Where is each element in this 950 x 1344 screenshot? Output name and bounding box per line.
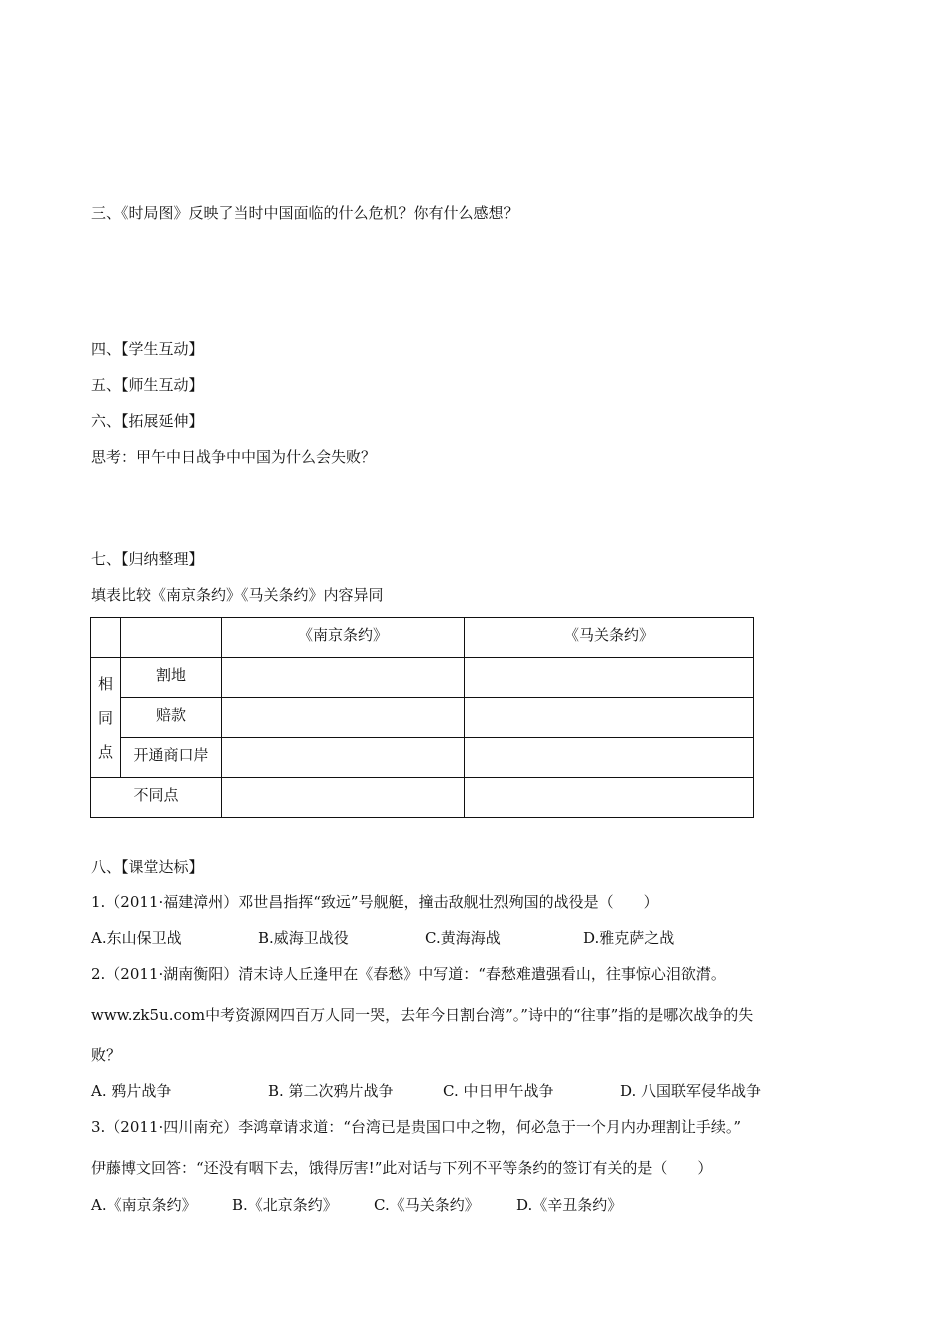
question-1-stem: 1.（2011·福建漳州）邓世昌指挥“致远”号舰艇，撞击敌舰壮烈殉国的战役是（ ） [91,893,659,911]
question-3-option-d: D.《辛丑条约》 [516,1196,623,1214]
cell-maguan-land[interactable] [465,658,754,698]
question-2-stem-line-1: 2.（2011·湖南衡阳）清末诗人丘逢甲在《春愁》中写道：“春愁难遣强看山，往事惊心泪欲潸。 [91,965,726,983]
question-1-option-a: A.东山保卫战 [91,929,182,947]
cell-nanjing-ports[interactable] [222,738,465,778]
question-1-option-c: C.黄海海战 [425,929,501,947]
think-question: 思考：甲午中日战争中中国为什么会失败？ [91,448,377,466]
cell-maguan-ports[interactable] [465,738,754,778]
question-2-stem-line-2: www.zk5u.com中考资源网四百万人同一哭，去年今日割台湾”。”诗中的“往事”指的是哪次战争的失 [91,1006,754,1024]
section-summary: 七、【归纳整理】 [91,550,204,568]
header-nanjing-treaty: 《南京条约》 [222,618,465,658]
fill-table-instruction: 填表比较《南京条约》《马关条约》内容异同 [91,586,384,604]
section-teacher-student-interaction: 五、【师生互动】 [91,376,204,394]
question-3-option-c: C.《马关条约》 [374,1196,480,1214]
cell-nanjing-differences[interactable] [222,778,465,818]
same-points-label [91,658,121,778]
section-extension: 六、【拓展延伸】 [91,412,204,430]
treaty-comparison-table [90,617,754,818]
cell-nanjing-land[interactable] [222,658,465,698]
question-1-option-b: B.威海卫战役 [258,929,349,947]
same-points-char: 同 [97,708,113,727]
cell-maguan-indemnity[interactable] [465,698,754,738]
cell-nanjing-indemnity[interactable] [222,698,465,738]
row-label-land-cession: 割地 [121,658,222,698]
question-2-option-a: A. 鸦片战争 [91,1082,172,1100]
row-label-trade-ports: 开通商口岸 [121,738,222,778]
table-corner-cell [121,618,222,658]
question-3-option-a: A.《南京条约》 [91,1196,197,1214]
question-3-stem-line-1: 3.（2011·四川南充）李鸿章请求道：“台湾已是贵国口中之物，何必急于一个月内办理割让手续。” [91,1118,742,1136]
row-label-indemnity: 赔款 [121,698,222,738]
section-student-interaction: 四、【学生互动】 [91,340,204,358]
question-2-stem-line-3: 败？ [91,1046,122,1064]
section-class-assessment: 八、【课堂达标】 [91,858,204,876]
row-label-differences: 不同点 [91,778,222,818]
same-points-char: 相 [97,674,113,693]
header-maguan-treaty: 《马关条约》 [465,618,754,658]
question-2-option-c: C. 中日甲午战争 [443,1082,554,1100]
question-3-stem-line-2: 伊藤博文回答：“还没有咽下去，饿得厉害!”此对话与下列不平等条约的签订有关的是（ ） [91,1159,713,1177]
question-3: 三、《时局图》反映了当时中国面临的什么危机？你有什么感想？ [91,204,519,222]
question-3-option-b: B.《北京条约》 [232,1196,338,1214]
same-points-char: 点 [97,742,113,761]
cell-maguan-differences[interactable] [465,778,754,818]
question-2-option-b: B. 第二次鸦片战争 [268,1082,394,1100]
table-corner-cell [91,618,121,658]
question-2-option-d: D. 八国联军侵华战争 [620,1082,762,1100]
question-1-option-d: D.雅克萨之战 [583,929,675,947]
